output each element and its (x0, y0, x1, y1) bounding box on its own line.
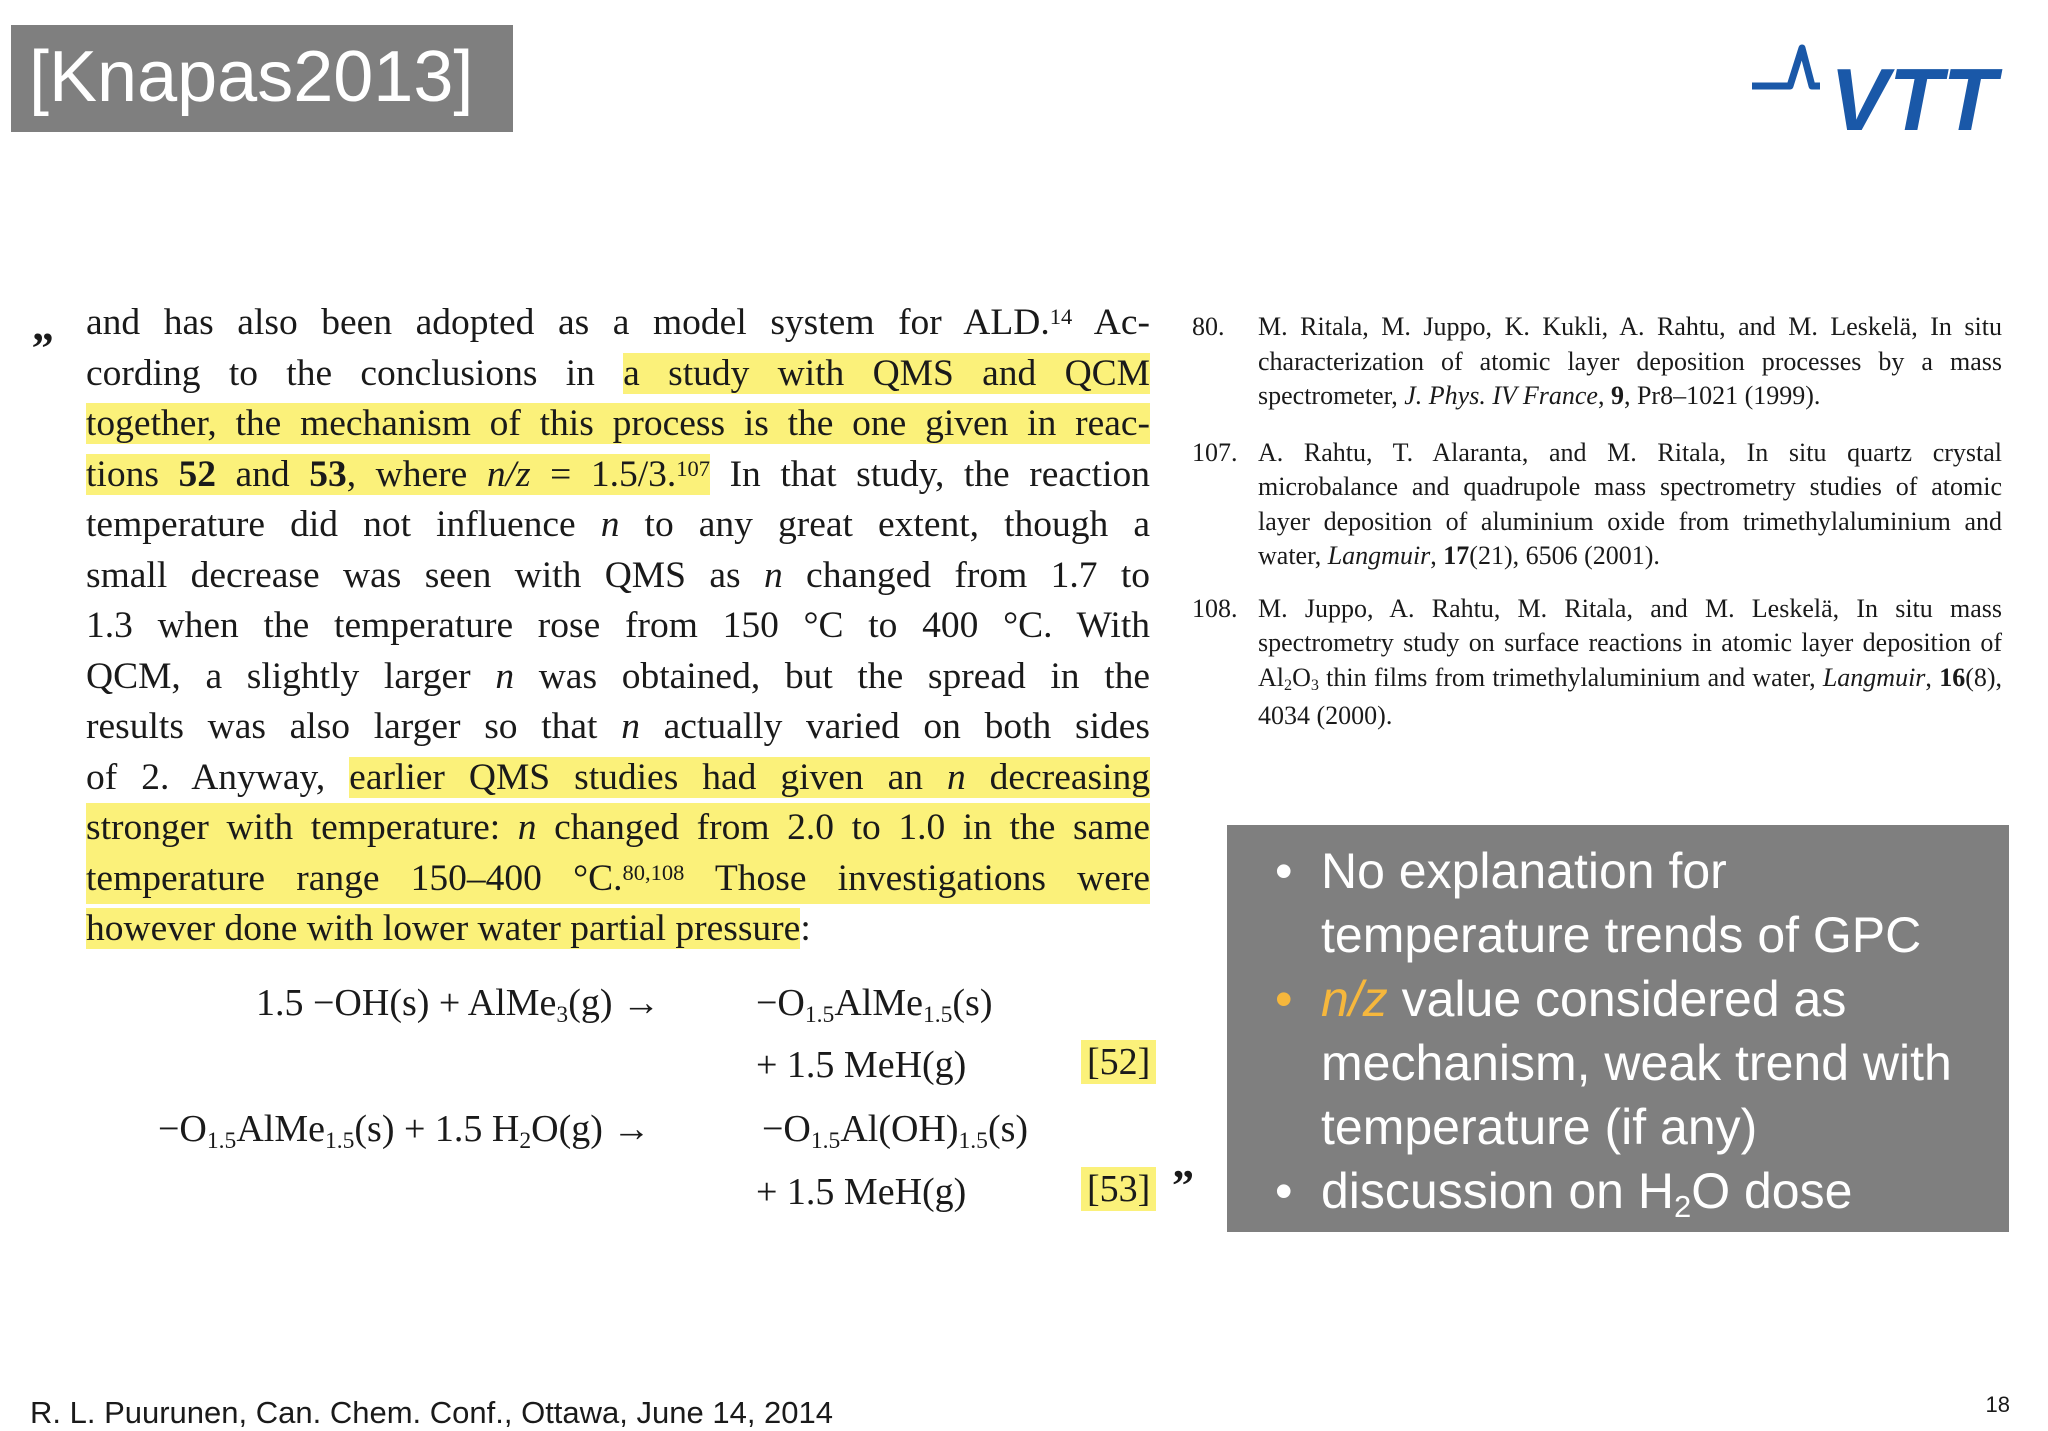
equation-53-left: $-O_{1.5}AlMe_{1.5}(s) + 1.5$ $H_2O(g)$ → (158, 1108, 651, 1155)
reference-list (1192, 310, 2002, 752)
note-item: • discussion on $H_2O$ dose (1275, 1163, 1853, 1225)
page-number: 18 (1985, 1392, 2010, 1417)
text-line: temperature range 150–400 °C.$^{80,108}$ Those investigations were (86, 854, 1150, 905)
reference-item: 108. M. Juppo, A. Rahtu, M. Ritala, and M. Leskelä, In situ mass spectrometry study on surface reactions in atomic layer deposition of $Al_2O_3$ thin films from trimethylaluminium and water, Langmuir, 16(8), 4034 (2000). (1192, 593, 2003, 730)
highlight: tions 52 and 53, where n/z = 1.5/3.$^{107}$ (86, 453, 711, 495)
note-item: • n/z value considered as mechanism, weak trend with temperature (if any) (1275, 971, 1952, 1155)
slide-title-box (11, 25, 513, 132)
equation-52-right: $-O_{1.5}AlMe_{1.5}(s)$ (756, 982, 993, 1029)
footer-citation: R. L. Puurunen, Can. Chem. Conf., Ottawa, June 14, 2014 (30, 1395, 834, 1430)
equation-53-continuation: + 1.5 MeH(g) (756, 1171, 967, 1213)
text-line: small decrease was seen with QMS as n changed from 1.7 to (86, 554, 1151, 596)
note-item: • No explanation for temperature trends of GPC (1275, 843, 1922, 963)
text-line: cording to the conclusions in a study with QMS and QCM (86, 352, 1151, 394)
text-line: and has also been adopted as a model system for ALD.$^{14}$ Ac- (86, 302, 1150, 343)
highlight: earlier QMS studies had given an n decreasing (349, 756, 1151, 798)
equation-52-continuation: + 1.5 MeH(g) (756, 1044, 967, 1086)
text-line: of 2. Anyway, earlier QMS studies had given an n decreasing (86, 756, 1151, 798)
quoted-paragraph (86, 298, 1150, 955)
notes-box (1227, 825, 2009, 1232)
text-line: 1.3 when the temperature rose from 150 °C to 400 °C. With (86, 605, 1150, 646)
highlight: a study with QMS and QCM (623, 352, 1151, 394)
open-quote: „ (32, 301, 54, 350)
highlight: t (86, 403, 97, 444)
equation-52-number: [52] (1081, 1040, 1156, 1084)
highlight: the mechanism of this process is the one given in reac- (216, 403, 1150, 444)
reference-item: 80. M. Ritala, M. Juppo, K. Kukli, A. Rahtu, and M. Leskelä, In situ characterization of atomic layer deposition processes by a mass spectrometer, J. Phys. IV France, 9, Pr8–1021 (1999). (1192, 312, 2002, 410)
text-line: however done with lower water partial pressure: (86, 908, 811, 949)
highlight: ogether, (96, 403, 217, 444)
reference-item: 107. A. Rahtu, T. Alaranta, and M. Ritala, In situ quartz crystal microbalance and quadrupole mass spectrometry studies of atomic layer deposition of aluminium oxide from trimethylaluminium and water, Langmuir, 17(21), 6506 (2001). (1192, 437, 2002, 570)
text-line: tions 52 and 53, where n/z = 1.5/3.$^{107}$ In that study, the reaction (86, 453, 1150, 495)
text-line: results was also larger so that n actually varied on both sides (86, 706, 1150, 747)
slide-title: [Knapas2013] (29, 37, 474, 117)
logo-text: VTT (1830, 50, 1997, 138)
text-line (86, 399, 1150, 450)
equation-53-number: [53] (1081, 1167, 1156, 1211)
highlight: however done with lower water partial pressure (86, 908, 801, 949)
close-quote: ” (1172, 1161, 1194, 1210)
equation-53-right: $-O_{1.5}Al(OH)_{1.5}(s)$ (762, 1108, 1029, 1155)
text-line: stronger with temperature: n changed from 2.0 to 1.0 in the same (86, 803, 1150, 854)
accent-text: n/z (1321, 971, 1388, 1027)
equation-52-left: 1.5 −OH(s) + AlMe$_3$(g) → (256, 982, 660, 1029)
vtt-logo-icon (1750, 38, 2010, 138)
text-line: temperature did not influence n to any great extent, though a (86, 504, 1151, 545)
text-line: QCM, a slightly larger n was obtained, but the spread in the (86, 655, 1151, 697)
